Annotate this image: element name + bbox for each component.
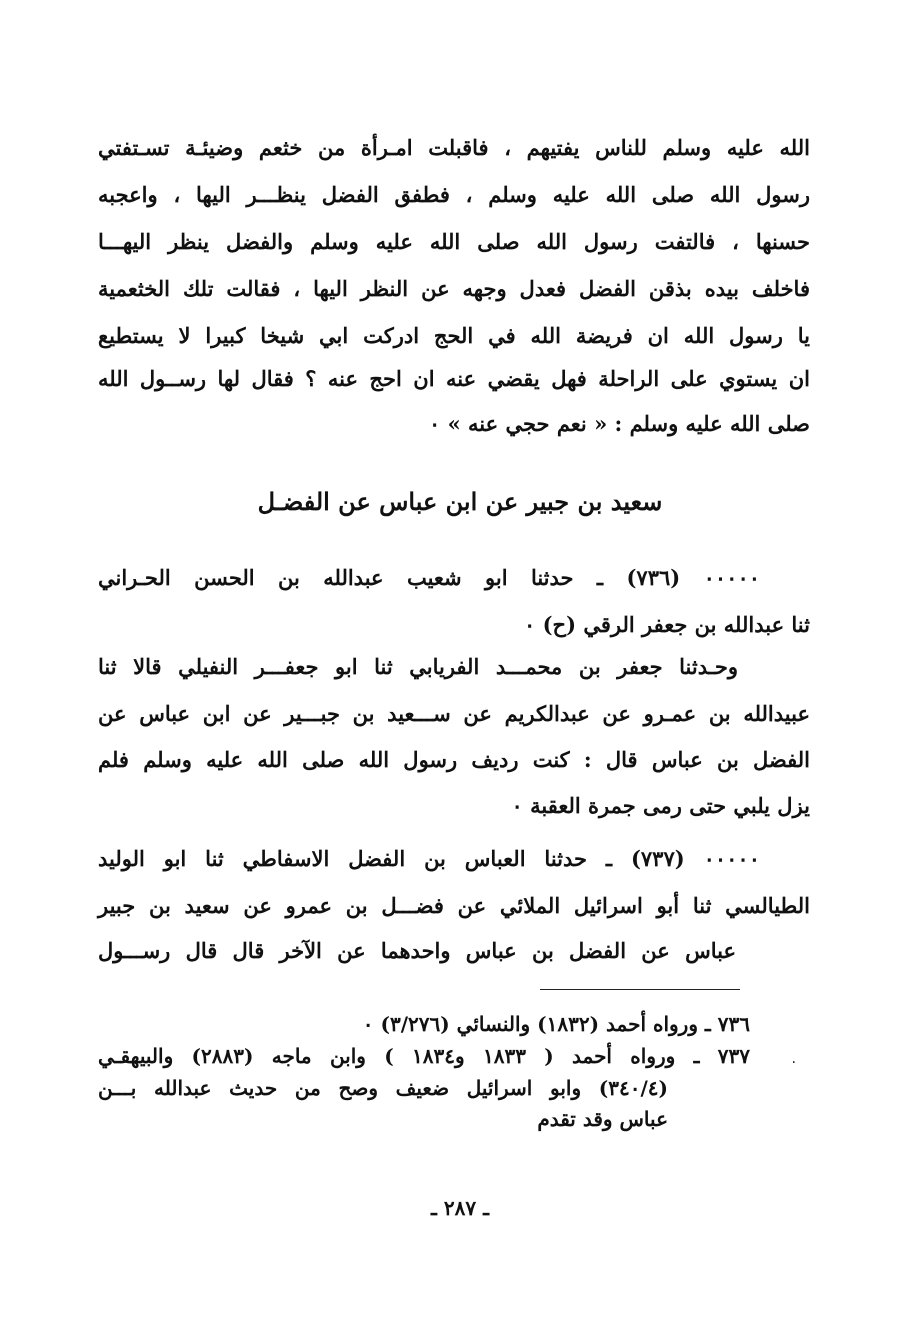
text-line: عباس عن الفضل بن عباس واحدهما عن الآخر قال قال رســـول bbox=[98, 938, 736, 963]
text-line: الطيالسي ثنا أبو اسرائيل الملائي عن فضـــل بن عمرو عن سعيد بن جبير bbox=[98, 893, 810, 918]
margin-mark: ٠ bbox=[790, 1054, 798, 1070]
footnote-separator bbox=[540, 989, 740, 990]
footnote-line: (٣٤٠/٤) وابو اسرائيل ضعيف وصح من حديث عبدالله بـــن bbox=[98, 1076, 668, 1100]
text-line: صلى الله عليه وسلم : « نعم حجي عنه » ٠ bbox=[429, 411, 810, 436]
text-line: ٠٠٠٠٠ (٧٣٧) ـ حدثنا العباس بن الفضل الاسفاطي ثنا ابو الوليد bbox=[98, 846, 760, 871]
footnote-line: ٧٣٦ ـ ورواه أحمد (١٨٣٢) والنسائي (٣/٢٧٦) ٠ bbox=[362, 1012, 750, 1036]
text-line: ثنا عبدالله بن جعفر الرقي (ح) ٠ bbox=[523, 612, 810, 637]
text-line: عبيدالله بن عمـرو عن عبدالكريم عن ســـعيد بن جبـــير عن ابن عباس عن bbox=[98, 701, 810, 726]
text-line: يزل يلبي حتى رمى جمرة العقبة ٠ bbox=[511, 793, 810, 818]
footnote-line: عباس وقد تقدم bbox=[537, 1107, 668, 1131]
text-line: الفضل بن عباس قال : كنت رديف رسول الله صلى الله عليه وسلم فلم bbox=[98, 747, 810, 772]
text-line: يا رسول الله ان فريضة الله في الحج ادركت ابي شيخا كبيرا لا يستطيع bbox=[98, 323, 810, 348]
text-line: وحـدثنا جعفر بن محمـــد الفريابي ثنا ابو جعفـــر النفيلي قالا ثنا bbox=[98, 654, 738, 679]
page-number: ـ ٢٨٧ ـ bbox=[431, 1196, 489, 1220]
text-line: ٠٠٠٠٠ (٧٣٦) ـ حدثنا ابو شعيب عبدالله بن الحسن الحـراني bbox=[98, 565, 761, 590]
footnote-line: ٧٣٧ ـ ورواه أحمد ( ١٨٣٣ و١٨٣٤ ) وابن ماجه (٢٨٨٣) والبيهقـي bbox=[98, 1044, 750, 1068]
text-line: فاخلف بيده بذقن الفضل فعدل وجهه عن النظر اليها ، فقالت تلك الخثعمية bbox=[98, 276, 810, 301]
text-line: رسول الله صلى الله عليه وسلم ، فطفق الفضل ينظـــر اليها ، واعجبه bbox=[98, 182, 810, 207]
section-heading: سعيد بن جبير عن ابن عباس عن الفضـل bbox=[257, 487, 663, 516]
text-line: ان يستوي على الراحلة فهل يقضي عنه ان احج عنه ؟ فقال لها رســول الله bbox=[98, 366, 810, 391]
text-line: الله عليه وسلم للناس يفتيهم ، فاقبلت امـرأة من خثعم وضيئـة تسـتفتي bbox=[98, 135, 810, 160]
text-line: حسنها ، فالتفت رسول الله صلى الله عليه وسلم والفضل ينظر اليهـــا bbox=[98, 229, 810, 254]
